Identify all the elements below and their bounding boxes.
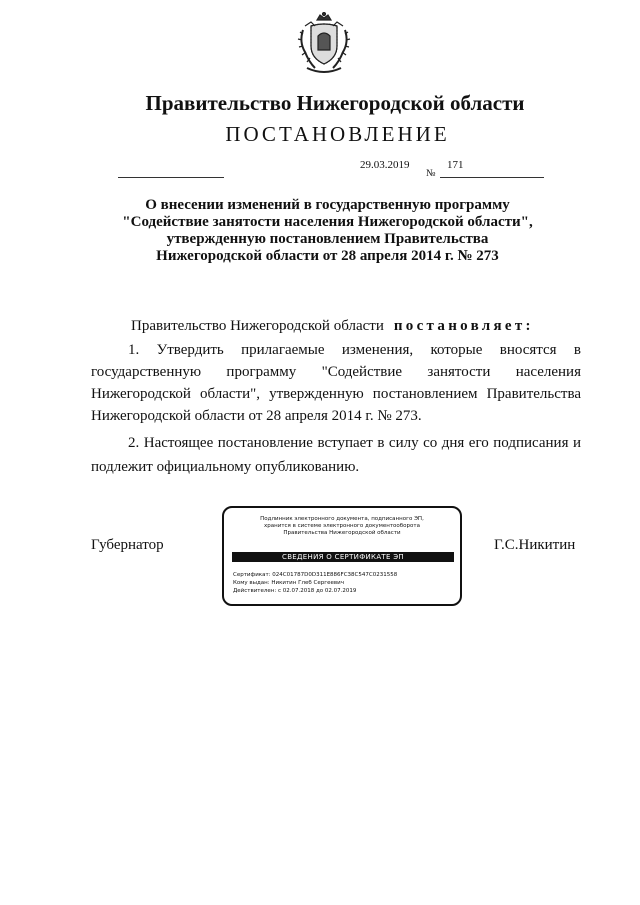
paragraph-line: 1. Утвердить прилагаемые изменения, которые вносятся в — [128, 342, 581, 358]
document-date: 29.03.2019 — [360, 159, 410, 171]
stamp-note-line: хранится в системе электронного документооборота — [264, 523, 420, 529]
paragraph-line: государственную программу "Содействие занятости населения — [91, 364, 581, 380]
number-label: № — [426, 168, 436, 179]
signatory-title: Губернатор — [91, 537, 164, 553]
paragraph-2 — [91, 432, 581, 478]
document-title — [90, 197, 565, 265]
paragraph-line: подлежит официальному опубликованию. — [91, 459, 360, 475]
decree-word: постановляет: — [393, 318, 534, 334]
certificate-validity: Действителен: с 02.07.2018 до 02.07.2019 — [233, 588, 357, 594]
stamp-note — [224, 516, 460, 537]
certificate-owner: Кому выдан: Никитин Глеб Сергеевич — [233, 580, 344, 586]
paragraph-line: Нижегородской области", утвержденную постановлением Правительства — [91, 386, 581, 402]
signatory-name: Г.С.Никитин — [494, 537, 576, 553]
title-line: О внесении изменений в государственную программу — [145, 197, 510, 213]
paragraph-line: Нижегородской области от 28 апреля 2014 г. № 273. — [91, 408, 422, 424]
paragraph-1 — [91, 339, 581, 427]
title-line: Нижегородской области от 28 апреля 2014 г. № 273 — [156, 248, 499, 264]
stamp-note-line: Подлинник электронного документа, подписанного ЭП, — [260, 516, 424, 522]
preamble-text: Правительство Нижегородской области — [131, 318, 384, 334]
certificate-info — [233, 571, 397, 595]
number-underline — [440, 177, 544, 178]
title-line: "Содействие занятости населения Нижегородской области", — [122, 214, 533, 230]
certificate-banner: СВЕДЕНИЯ О СЕРТИФИКАТЕ ЭП — [232, 552, 454, 562]
paragraph-line: 2. Настоящее постановление вступает в силу со дня его подписания и — [128, 435, 581, 451]
document-number: 171 — [447, 159, 464, 171]
stamp-note-line: Правительства Нижегородской области — [283, 530, 401, 536]
government-name: Правительство Нижегородской области — [145, 91, 525, 115]
preamble — [131, 318, 534, 335]
date-underline — [118, 177, 224, 178]
certificate-serial: Сертификат: 024C01787D0D311E886FC38C547C0231558 — [233, 572, 398, 578]
title-line: утвержденную постановлением Правительства — [166, 231, 489, 247]
document-type: ПОСТАНОВЛЕНИЕ — [225, 122, 450, 146]
coat-of-arms-emblem — [297, 12, 351, 78]
electronic-signature-stamp — [222, 506, 462, 606]
